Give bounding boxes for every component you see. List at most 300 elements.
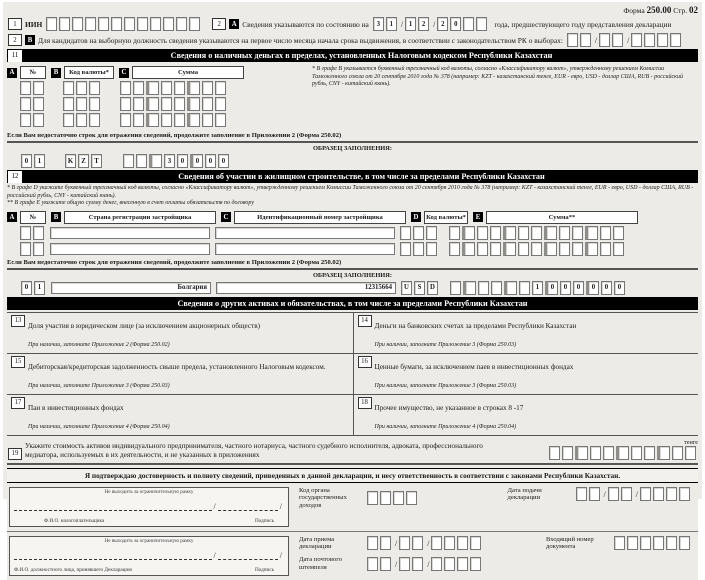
form-cell[interactable] [449,242,460,256]
form-cell[interactable] [59,17,70,31]
form-cell[interactable] [89,113,100,127]
form-cell[interactable] [631,33,642,47]
form-cell[interactable] [146,113,159,127]
postmark-date-label: Дата почтового штемпеля [299,556,343,572]
form-cell[interactable] [133,81,144,95]
section12-title: Сведения об участии в жилищном строительстве, в том числе за пределами Республики Казахстан [178,172,545,181]
cash-amount-input[interactable] [120,81,228,95]
submit-date-month[interactable] [608,487,634,501]
form-cell[interactable] [608,487,619,501]
form-cell: 0 [614,281,625,295]
form-cell[interactable] [120,97,131,111]
form-cell[interactable] [670,33,681,47]
form-cell[interactable] [457,557,468,571]
slash: / [603,489,606,499]
form-cell[interactable]: 1 [386,17,397,31]
form-cell[interactable] [549,446,560,460]
col-a-header: № [20,66,46,79]
form-cell[interactable] [590,446,601,460]
taxpayer-name-label: Ф.И.О. налогоплательщика [44,517,105,524]
form-cell[interactable] [76,81,87,95]
section12-bar [7,170,698,183]
form-cell[interactable] [202,81,213,95]
official-signature-block [7,532,698,580]
accept-date-year[interactable] [431,536,483,550]
country-input[interactable] [50,243,210,255]
cash-currency-input[interactable] [63,113,102,127]
postmark-date-year[interactable] [431,557,483,571]
signature-label: Подпись [254,517,274,524]
item-text: Доля участия в юридическом лице (за исключением акционерных обществ) [28,321,261,330]
form-cell[interactable] [562,446,573,460]
form-cell[interactable] [657,446,670,460]
form-cell: 0 [218,154,229,168]
form-cell[interactable] [462,242,475,256]
form-cell[interactable] [575,446,588,460]
incoming-number-group [546,536,692,552]
postmark-date-day[interactable] [367,557,393,571]
form-cell[interactable] [400,226,411,240]
as-of-day-input[interactable] [373,17,399,31]
form-cell[interactable] [367,491,378,505]
form-cell: 1 [532,281,543,295]
form-cell[interactable] [133,97,144,111]
row-no-input[interactable] [20,242,46,256]
submit-date-group [508,487,692,503]
form-cell[interactable]: 3 [373,17,384,31]
form-cell[interactable] [444,557,455,571]
form-cell[interactable] [644,446,655,460]
row-candidates-date [7,33,698,47]
iin-input[interactable] [46,17,202,31]
form-cell[interactable] [412,536,423,550]
form-cell[interactable] [133,113,144,127]
section12-overflow-note: Если Вам недостаточно строк для отражения сведений, продолжите заполнение в Приложении 2 (Форма 250.02) [7,258,698,270]
form-cell[interactable] [612,33,623,47]
form-cell [519,281,530,295]
section12-note1: * В графе D укажите буквенный трехзначный код валюты, согласно «Классификатору валют», утвержденному решением Комиссии Таможенного союза от 20 сентября 2010 года № 378 (например: KZT - казахстанский тенге, EUR - евро, USD - доллар США, RUB - российский рубль, CNY - китайский юань). [7,185,694,199]
slash: / [213,501,216,511]
row-iin-and-date [7,17,698,31]
form-cell[interactable] [189,17,200,31]
form-cell[interactable] [463,17,474,31]
section11-bar [7,49,698,62]
cash-currency-input[interactable] [63,81,102,95]
slash: / [627,35,630,45]
form-cell[interactable] [124,17,135,31]
form-cell[interactable] [176,17,187,31]
col-e-letter: E [473,212,483,222]
item-note: При наличии, заполните Приложение 2 (Форма 250.02) [28,341,170,348]
form-cell[interactable] [215,113,226,127]
form-cell[interactable] [449,226,460,240]
form-cell: T [91,154,102,168]
form-cell [491,281,502,295]
form-cell[interactable] [393,491,404,505]
form-cell[interactable] [679,487,690,501]
form-cell[interactable] [33,97,44,111]
form-cell[interactable] [679,536,690,550]
amount-input[interactable] [449,242,626,256]
as-of-year-input[interactable] [437,17,489,31]
form-cell[interactable] [76,97,87,111]
form-header [7,5,698,15]
asset-item-18 [353,395,699,435]
form-cell[interactable] [653,487,664,501]
form-cell[interactable] [187,113,200,127]
form-cell[interactable] [367,557,378,571]
item-note: При наличии, заполните Приложение 4 (Форма 250.04) [374,423,517,430]
form-cell[interactable] [150,17,161,31]
form-cell[interactable] [20,81,31,95]
item-note: При наличии, заполните Приложение 4 (Форма 250.04) [28,423,170,430]
form-cell[interactable] [174,113,185,127]
sample-country: Болгария [51,282,211,294]
section11-overflow-note: Если Вам недостаточно строк для отражения сведений, продолжите заполнение в Приложении 2 (Форма 250.02) [7,131,698,143]
construction-row [7,242,698,256]
form-cell[interactable] [367,536,378,550]
row2a-text: Сведения указываются по состоянию на [242,19,369,29]
form-cell [504,281,517,295]
form-cell[interactable] [120,113,131,127]
row2a-letter: A [229,19,239,29]
currency-input[interactable] [400,226,439,240]
form-cell[interactable] [544,226,557,240]
form-cell[interactable] [589,487,600,501]
form-cell[interactable] [614,536,625,550]
form-cell: D [427,281,438,295]
cash-row [7,81,312,95]
slash: / [395,559,398,569]
item-text: Дебиторская/кредиторская задолженность свыше предела, установленного Налоговым кодексом. [28,362,326,371]
col-c-header: Сумма [132,66,244,79]
form-cell: 1 [34,281,45,295]
form-cell: 0 [586,281,599,295]
taxpayer-signature-box[interactable] [9,487,289,527]
form-cell [450,281,461,295]
form-cell[interactable] [98,17,109,31]
asset-item-17 [7,395,353,435]
form-cell[interactable] [572,226,583,240]
form-cell[interactable] [202,97,213,111]
form-cell[interactable] [399,557,410,571]
postmark-date-month[interactable] [399,557,425,571]
form-cell[interactable] [640,536,651,550]
row2b-text: Для кандидатов на выборную должность сведения указываются на первое число месяца начала срока выдвижения, в соответствии с законодательством РК о выборах: [38,35,563,45]
form-cell[interactable] [580,33,591,47]
section12-sample-label: ОБРАЗЕЦ ЗАПОЛНЕНИЯ: [312,271,393,279]
section11-number: 11 [8,50,22,62]
form-cell[interactable] [163,17,174,31]
form-cell[interactable] [137,17,148,31]
row2b-letter: B [25,35,35,45]
form-cell[interactable] [599,33,610,47]
form-cell[interactable] [531,242,542,256]
slash: / [400,19,404,29]
form-cell[interactable] [640,487,651,501]
section12-column-headers [7,211,698,224]
form-cell[interactable] [161,97,172,111]
frame-note: Не выходить за ограничительную рамку [104,537,194,544]
submit-date-year[interactable] [640,487,692,501]
form-cell[interactable] [380,536,391,550]
official-name-label: Ф.И.О. должностного лица, принявшего Декларацию [14,566,133,573]
row1-number: 1 [8,18,22,30]
form-cell[interactable]: 0 [450,17,461,31]
form-cell[interactable] [503,242,516,256]
section13-bar [7,297,698,310]
col-b-header: Код валюты* [64,66,114,79]
form-cell[interactable] [400,242,411,256]
row2a-suffix: года, предшествующего году представления декларации [494,19,672,29]
cash-row [7,97,312,111]
form-cell[interactable] [20,242,31,256]
form-cell[interactable] [20,113,31,127]
org-code-label: Код органа государственных доходов [299,486,347,510]
form-cell[interactable] [470,536,481,550]
assets-grid [7,312,698,436]
form-cell[interactable] [412,557,423,571]
form-cell[interactable] [576,487,587,501]
col-b-letter: B [51,68,61,78]
form-cell[interactable] [572,242,583,256]
form-cell[interactable] [120,81,131,95]
form-cell[interactable] [613,242,624,256]
org-code-group [299,487,419,511]
form-cell[interactable] [33,226,44,240]
form-cell: Z [78,154,89,168]
form-cell: 0 [573,281,584,295]
cash-currency-input[interactable] [63,97,102,111]
form-cell [463,281,476,295]
form-cell[interactable] [518,242,529,256]
slash: / [213,550,216,560]
item-text: Прочее имущество, не указанное в строках 8 -17 [374,403,524,412]
item-text: Деньги на банковских счетах за пределами Республики Казахстан [374,321,577,330]
slash: / [427,559,430,569]
form-cell[interactable] [413,242,424,256]
accept-date-month[interactable] [399,536,425,550]
form-cell[interactable] [585,242,598,256]
form-cell[interactable] [46,17,57,31]
form-cell: 0 [177,154,188,168]
section12-number: 12 [8,171,22,183]
official-signature-box[interactable] [9,536,289,576]
section11-sample-row [7,154,698,168]
form-cell[interactable] [431,557,442,571]
construction-row [7,226,698,240]
col-d-header: Код валюты* [424,211,468,224]
page-label: Стр. [673,6,688,15]
form-cell[interactable] [63,113,74,127]
asset-item-13 [7,313,353,353]
form-cell[interactable] [63,81,74,95]
form-cell[interactable] [627,536,638,550]
form-cell[interactable] [89,97,100,111]
cash-no-input[interactable] [20,113,46,127]
form-cell[interactable] [85,17,96,31]
election-year-input[interactable] [631,33,683,47]
col-b-header: Страна регистрации застройщика [64,211,216,224]
asset-item-16 [353,354,699,394]
form-cell[interactable] [621,487,632,501]
col-a-header: № [20,211,46,224]
col-e-header: Сумма** [486,211,638,224]
form-cell[interactable] [89,81,100,95]
currency-input[interactable] [400,242,439,256]
slash: / [433,19,436,29]
country-input[interactable] [50,227,210,239]
form-cell[interactable] [644,33,655,47]
incoming-number-input[interactable] [614,536,692,550]
section11-body [7,64,698,129]
form-cell[interactable] [20,97,31,111]
form-cell[interactable] [72,17,83,31]
form-cell[interactable] [616,446,629,460]
form-cell[interactable] [33,242,44,256]
form-cell[interactable] [33,113,44,127]
form-cell: U [401,281,412,295]
builder-id-input[interactable] [215,227,395,239]
builder-id-input[interactable] [215,243,395,255]
form-cell[interactable] [653,536,664,550]
form-cell[interactable] [146,97,159,111]
form-cell: 3 [164,154,175,168]
form-cell[interactable] [457,536,468,550]
as-of-month-input[interactable] [405,17,431,31]
form-cell[interactable] [426,226,437,240]
form-cell[interactable] [672,446,683,460]
form-cell[interactable] [399,536,410,550]
form-cell[interactable] [380,557,391,571]
form-cell[interactable] [161,81,172,95]
row-no-input[interactable] [20,226,46,240]
form-cell [478,281,489,295]
form-cell[interactable] [585,226,598,240]
form-cell[interactable] [215,81,226,95]
form-cell[interactable] [174,97,185,111]
form-cell[interactable] [666,536,677,550]
form-cell[interactable] [63,97,74,111]
form-cell[interactable] [444,536,455,550]
form-cell[interactable] [187,81,200,95]
form-cell[interactable] [559,226,570,240]
form-cell[interactable]: 1 [405,17,416,31]
accept-date-day[interactable] [367,536,393,550]
form-cell[interactable] [544,242,557,256]
form-cell: 0 [205,154,216,168]
form-cell[interactable] [174,81,185,95]
form-cell[interactable] [33,81,44,95]
form-cell[interactable] [600,226,611,240]
form-cell[interactable] [20,226,31,240]
form-label: Форма [623,6,645,15]
form-cell[interactable] [146,81,159,95]
section11-column-headers [7,66,312,79]
section12-note2: ** В графе Е укажите общую сумму денег, внесенную в счет оплаты обязательств по договору [7,200,254,206]
form-cell: S [414,281,425,295]
form-cell[interactable] [380,491,391,505]
form-cell[interactable] [657,33,668,47]
form-cell[interactable]: 2 [437,17,448,31]
form-cell[interactable] [567,33,578,47]
form-cell[interactable] [202,113,213,127]
form-cell[interactable] [603,446,614,460]
sample-builder-id: 12315664 [216,282,396,294]
form-cell[interactable] [613,226,624,240]
election-day-input[interactable] [567,33,593,47]
item-number: 17 [11,397,25,409]
form-cell[interactable] [431,536,442,550]
col-a-letter: A [7,212,17,222]
form-cell: 0 [21,281,32,295]
cash-no-input[interactable] [20,97,46,111]
col-c-letter: C [221,212,231,222]
form-cell[interactable] [600,242,611,256]
col-c-header: Идентификационный номер застройщика [234,211,406,224]
form-cell[interactable] [413,226,424,240]
form-number: 250.00 [646,5,672,15]
row2a-number: 2 [212,18,226,30]
item-number: 18 [358,397,372,409]
form-cell[interactable] [477,242,488,256]
form-cell[interactable] [559,242,570,256]
form-cell[interactable] [426,242,437,256]
business-assets-value-input[interactable] [549,446,698,460]
form-cell[interactable] [503,226,516,240]
form-cell[interactable] [215,97,226,111]
postmark-date-group [299,556,483,572]
col-b-letter: B [51,212,61,222]
org-code-input[interactable] [367,491,419,505]
form-cell[interactable] [111,17,122,31]
submit-date-day[interactable] [576,487,602,501]
form-cell[interactable] [477,226,488,240]
form-cell[interactable] [76,113,87,127]
form-cell[interactable] [666,487,677,501]
item-text: Ценные бумаги, за исключением паев в инвестиционных фондах [374,362,574,371]
form-cell[interactable] [490,242,501,256]
cash-amount-input[interactable] [120,97,228,111]
form-cell[interactable] [685,446,696,460]
form-cell[interactable] [187,97,200,111]
cash-row [7,113,312,127]
form-cell [149,154,162,168]
form-cell[interactable]: 2 [418,17,429,31]
amount-input[interactable] [449,226,626,240]
form-cell[interactable] [470,557,481,571]
form-cell[interactable] [406,491,417,505]
col-c-letter: C [119,68,129,78]
form-cell[interactable] [462,226,475,240]
accept-date-label: Дата приема декларации [299,535,335,551]
col-a-letter: A [7,68,17,78]
form-cell: 1 [34,154,45,168]
election-month-input[interactable] [599,33,625,47]
accept-date-group [299,536,483,552]
row-19 [7,439,698,465]
form-cell[interactable] [531,226,542,240]
cash-no-input[interactable] [20,81,46,95]
form-cell[interactable] [490,226,501,240]
cash-amount-input[interactable] [120,113,228,127]
form-cell[interactable] [631,446,642,460]
form-cell[interactable] [476,17,487,31]
section11-sample-label: ОБРАЗЕЦ ЗАПОЛНЕНИЯ: [312,145,393,152]
form-cell[interactable] [518,226,529,240]
item-note: При наличии, заполните Приложение 3 (Форма 250.03) [374,382,517,389]
form-cell[interactable] [161,113,172,127]
